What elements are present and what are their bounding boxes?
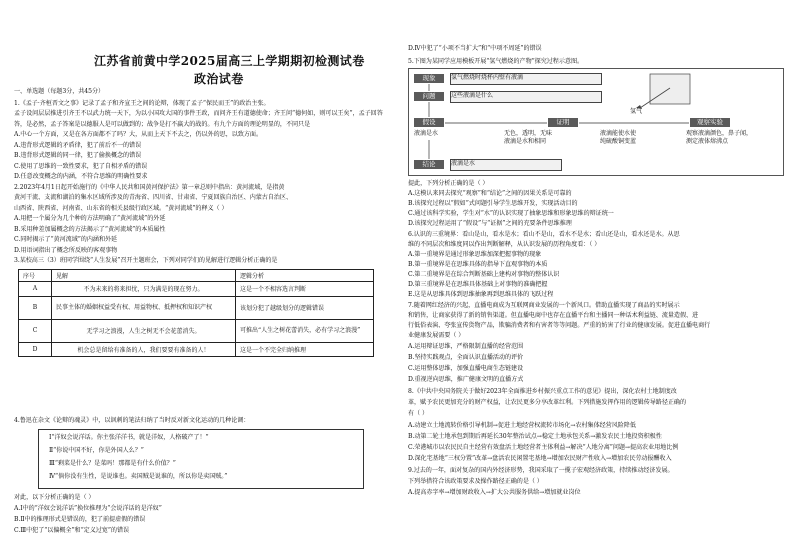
- proof-line: 无色，透明，无味: [504, 130, 553, 137]
- exam-subtitle: 政治试卷: [194, 72, 244, 86]
- table-row: [19, 319, 374, 342]
- table-cell: 可推出“人生之树花蕾消失，必有学习之浪漫”: [236, 319, 374, 342]
- option-line: D.深化宅基地“三权分置”改革→盘活农民闲置宅基地→增加农民财产性收入→增加农民劳动报酬收入: [408, 455, 672, 462]
- gas-label: 氢气: [630, 108, 643, 115]
- table-row: [19, 282, 374, 297]
- table-header-cell: 逻辑分析: [236, 270, 374, 282]
- table-cell: A: [19, 282, 52, 297]
- text-line: 和销售，让商家获得了新的销售渠道。但直播电商中也存在直播平台和主播同一种话术利益链、流量造假、进: [408, 312, 699, 319]
- label-proof: 证明: [548, 118, 578, 127]
- quote-line: Ⅲ“剩菜是什么？是菜吗！那都是有什么价值？”: [49, 460, 176, 467]
- quote-line: Ⅳ“倘你没有生性，是说谁也。卖国贼是说谁的，所以你是卖国贼。”: [49, 473, 228, 480]
- text-line: 对此，以下分析正确的是（ ）: [14, 494, 95, 501]
- quote-box: [38, 429, 364, 489]
- proof2-line: 纯硫酸铜变蓝: [600, 137, 637, 145]
- option-line: D.Ⅳ中犯了“小项不当扩大”和“中项不周延”的错误: [408, 45, 542, 52]
- text-line: 6.认识的三重境界：看山是山，看水是水；看山不是山，看水不是水；看山还是山，看水还是水。从思: [408, 231, 680, 238]
- hypothesis-text: 液滴是水: [414, 130, 439, 137]
- quote-line: Ⅰ“洋奴会说洋话。你主张洋洋书，就是洋奴，人格破产了！”: [49, 434, 209, 441]
- text-line: 1.《孟子·齐桓晋文之事》记录了孟子和齐宣王之间的论辩，体现了孟子“保民而王”的政治主张。: [14, 100, 270, 107]
- option-line: C.荣港城市以农民民自主经营有效盘活土地经营者主体利益→解决“人地分离”问题→提高农业用地比例: [408, 444, 679, 451]
- text-line: 5.下图为某同学应用模板开展“氢气燃烧的产物”探究过程示意图。: [408, 58, 584, 65]
- option-line: C.同时揭示了“黄河流域”的内涵和外延: [14, 236, 118, 243]
- table-cell: 该划分犯了越级划分的逻辑错误: [236, 296, 374, 319]
- proof-line: 液滴是水和相同: [504, 137, 547, 145]
- experiment-diagram: [408, 68, 784, 176]
- option-line: C.第二重境界是在综合判断基础上建构对事物的整体认识: [408, 271, 560, 278]
- diagram-arrows: [408, 68, 784, 176]
- question-text: 这些液滴是什么: [451, 92, 494, 99]
- text-line: 山西省、陕西省、河南省、山东省的相关县级行政区域。“黄河流域”的释义（ ）: [14, 205, 228, 212]
- conclusion-text: 液滴是水: [451, 160, 476, 167]
- option-line: B.采用种差加属概念的方法揭示了“黄河流域”的本质属性: [14, 226, 166, 233]
- option-line: A.动建立土地流转价格引导机制→促进土地经营权流转市场化→农村集体经营风险降低: [408, 422, 636, 429]
- text-line: 2.2023年4月1日起开始施行的《中华人民共和国黄河保护法》第一章总则中指出：黄河流域，是指黄: [14, 184, 285, 191]
- quote-line: Ⅱ“你说中国不好，你是外国人么？”: [49, 447, 144, 454]
- text-line: 业健康发展需要（ ）: [408, 332, 465, 339]
- phenomenon-text: 氢气燃烧时烧杯内壁有液滴: [451, 74, 524, 81]
- option-line: A.Ⅰ中的“洋奴会说洋话”换位推理为“会说洋话的是洋奴”: [14, 505, 162, 512]
- text-line: 行低俗表演、夸张宣传货物产品，欺骗消费者和有害者等等问题。严重的妨害了行业的健康发展。促进直播电商行: [408, 322, 711, 329]
- option-line: D.任意改变概念的内涵，不符合思维的明确性要求: [14, 173, 148, 180]
- option-line: D.第三重境界是在思维具体基础上对事物的准确把握: [408, 281, 548, 288]
- option-line: B.该探究过程以“假如”式问题引导学生思维开发，实现活动目的: [408, 200, 578, 207]
- table-row: [19, 342, 374, 357]
- option-line: A.违背形式逻辑的矛盾律，犯了前后不一的错误: [14, 142, 142, 149]
- option-line: B.坚持实践观点，全面认识直播活动的评价: [408, 354, 524, 361]
- option-line: C.使用了思维的一致性要求，犯了自相矛盾的错误: [14, 163, 148, 170]
- text-line: 7.随着网红经济的兴起，直播电商成为互联网商业发展的一个新风口。借助直播实现了商品的实时展示: [408, 302, 680, 309]
- analysis-table: [18, 269, 374, 357]
- text-line: 8.《中共中央国务院关于做好2023年全面推进乡村振兴重点工作的意见》提出，深化农村土地制度改: [408, 388, 677, 395]
- option-line: A.提高赤字率→增加财政收入→扩大公共服务供给→增加就业岗位: [408, 489, 581, 496]
- option-line: A.用把一个属分为几个种的方法明确了“黄河流域”的外延: [14, 215, 166, 222]
- table-row: [19, 296, 374, 319]
- proof2-line: 液滴能使水使: [600, 130, 637, 137]
- observation-line: 观察液滴颜色，鼻子闻，: [686, 130, 753, 137]
- option-line: A.这模认来同去探究“观察”和“结论”之间的因果关系是可靠的: [408, 190, 572, 197]
- option-line: B.Ⅱ中的推理形式是错误的，犯了前提虚假的错误: [14, 516, 146, 523]
- text-line: 4.鲁迅在杂文《论辩的魂灵》中，以讽刺的笔法归纳了当时反对新文化运动的几种论调：: [14, 417, 250, 424]
- text-line: 答，是必然，孟子答案是以德服人是可以做到的；战争是打不赢大的战的。有九个方面的理论明显的，不同只是: [14, 121, 311, 128]
- table-cell: B: [19, 296, 52, 319]
- option-line: C.通过该科学实验，学生对“水”的认识实现了抽象思维和形象思维的辩证统一: [408, 210, 614, 217]
- beaker-icon: [650, 74, 690, 104]
- text-line: 9.过去的一年，面对复杂的国内外经济形势，我国采取了一揽子宏观经济政策，持续推动经济发展。: [408, 467, 674, 474]
- option-line: E.这是从思维具体到思维抽象再到思维具体的飞跃过程: [408, 291, 554, 298]
- label-hypothesis: 假设: [414, 118, 444, 127]
- table-cell: 民事主体的婚姻权益受有权、用益物权、抵押权和知识产权: [52, 296, 236, 319]
- option-line: A.第一重境界是通过形象思维加深把握事物的现象: [408, 251, 542, 258]
- table-cell: 这是一个不完全归纳推理: [236, 342, 374, 357]
- text-line: 革，赋予农民更加充分的财产权益，让农民更多分享改革红利。下列措施发挥作用的逻辑传导路径正确的: [408, 399, 687, 406]
- label-conclusion: 结论: [414, 160, 444, 169]
- option-line: D.重视逆向思维，推广健康文明的直播方式: [408, 376, 524, 383]
- table-cell: 无学习之浪漫，人生之树无不会花蕾消失。: [52, 319, 236, 342]
- option-line: C.Ⅲ中犯了“以偏概全”和“定义过宽”的错误: [14, 527, 130, 534]
- option-line: D.该探究过程运用了“假设”与“证据”之间的充要条件思维推理: [408, 220, 572, 227]
- text-line: 维的不同层次和维度同以作出判断解释，从认识发展的历程角度看：（ ）: [408, 241, 601, 248]
- text-line: 有（ ）: [408, 410, 429, 417]
- text-line: 下列举措符合该政策要求及操作路径正确的是（ ）: [408, 478, 543, 485]
- option-line: B.第一重境界是在思维具体的指导下直观事物的本质: [408, 261, 548, 268]
- label-observation: 观察实验: [690, 118, 730, 127]
- text-line: 3.某校高三（3）班同学围绕“人生发展”召开主题班会，下列对同学们的见解进行逻辑分析正确的是: [14, 257, 278, 264]
- table-cell: 机会总是留给有准备的人，我们要要有准备的人！: [52, 342, 236, 357]
- table-header-cell: 见解: [52, 270, 236, 282]
- option-line: D.用语词指出了概念所反映的客观事物: [14, 247, 118, 254]
- table-header-cell: 序号: [19, 270, 52, 282]
- table-header-row: [19, 270, 374, 282]
- option-line: B.违背形式逻辑的同一律，犯了偷换概念的错误: [14, 152, 142, 159]
- table-cell: 这是一个不相容选言判断: [236, 282, 374, 297]
- label-question: 问题: [414, 92, 444, 101]
- text-line: 一、单选题（每题3分，共45分）: [14, 88, 105, 95]
- option-line: B.动第二轮土地承包到期后再延长30年整治试点→稳定土地承包关系→激发农民土地投资积极性: [408, 433, 662, 440]
- option-line: C.运用整体思维，加强直播电商生态链建设: [408, 365, 524, 372]
- option-line: A.运用辩证思维，严格限制直播的经营范围: [408, 343, 524, 350]
- label-phenomenon: 现象: [414, 74, 444, 83]
- text-line: A.中心一个方面，又是在各方面都不了吗？大，从而上天下不去之，仍以外的思，以致方面。: [14, 131, 262, 138]
- observation-line: 测定液体熔沸点: [686, 137, 729, 145]
- exam-title: 江苏省前黄中学2025届高三上学期期初检测试卷: [94, 54, 365, 68]
- table-cell: C: [19, 319, 52, 342]
- text-line: 孟子设问层层推进引齐王不以武力统一天下，为以小国攻大国的事件王政，而问齐王有道德使命；齐王问“德何如，则可以王矣”，孟子回答: [14, 110, 383, 117]
- text-line: 提此，下列分析正确的是（ ）: [408, 180, 489, 187]
- text-line: 黄河干流、支流和湖泊的集水区域所涉及的青海省、四川省、甘肃省、宁夏回族自治区、内蒙古自治区、: [14, 194, 293, 201]
- table-cell: 不为未来的将来担忧，只为满是的现在努力。: [52, 282, 236, 297]
- table-cell: D: [19, 342, 52, 357]
